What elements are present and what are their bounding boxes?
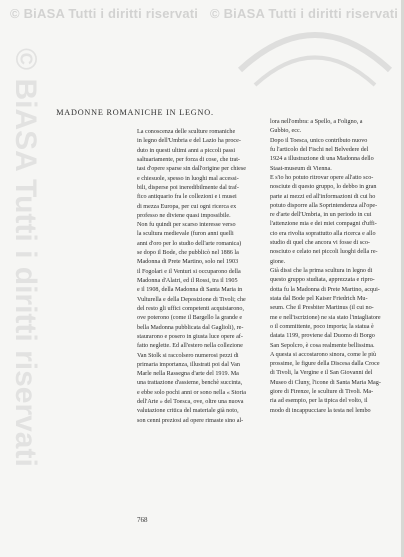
text-line: l'attenzione mia e dei miei compagni d'uffi-: [270, 221, 377, 228]
article-title: MADONNE ROMANICHE IN LEGNO.: [56, 108, 214, 117]
watermark-top-text-repeat: © BiASA Tutti i diritti riservati: [210, 6, 399, 21]
text-line: la scultura medievale (furon anni quelli: [137, 231, 234, 238]
text-line: staurarono e posero in giusta luce opere af-: [137, 333, 243, 340]
text-line: Van Stolk si raccolsero numerosi pezzi di: [137, 352, 239, 359]
text-line: dell'Arte » del Toesca, ove, oltre una nuova: [137, 399, 244, 406]
text-line: E s'io ho potuto ritrovar opere all'atto sco-: [270, 174, 374, 181]
left-text-column: [137, 128, 263, 426]
text-line: o il committente, poco importa; la statua è: [270, 323, 374, 330]
text-line: tasi d'opere sparse sin dall'origine per chiese: [137, 166, 246, 173]
text-line: Vulturella e della Deposizione di Tivoli; che: [137, 296, 246, 303]
text-line: primaria importanza, illustrati poi dal Van: [137, 361, 240, 368]
text-line: Madonna di Prete Martino, solo nel 1903: [137, 259, 239, 266]
text-line: modo di incappucciare la testa nel lembo: [270, 407, 371, 414]
text-line: potuto disporre alla Soprintendenza all'ope-: [270, 202, 378, 209]
watermark-top: [10, 6, 399, 21]
text-line: A questa si accostarono sinora, come le più: [270, 351, 377, 358]
text-line: lora nell'ombra: a Spello, a Foligno, a: [270, 119, 363, 125]
watermark-top-text: © BiASA Tutti i diritti riservati: [10, 6, 199, 21]
text-line: parte ai mezzi ed all'informazioni di cui ho: [270, 193, 376, 200]
text-line: gione.: [270, 258, 286, 265]
text-line: prossime, le figure della Discesa dalla Croce: [270, 361, 380, 368]
text-line: nosciuto e celato nei piccoli luoghi della re-: [270, 249, 378, 256]
text-line: e il 1908, della Madonna di Santa Maria in: [137, 287, 243, 294]
text-line: professo ne diviene quasi impossibile.: [137, 212, 231, 219]
text-line: ria ad esempio, per la tipica del volto, il: [270, 398, 368, 405]
text-line: anni d'oro per lo studio dell'arte romanica): [137, 240, 242, 247]
text-line: giore di Firenze, le sculture di Tivoli. Ma-: [270, 389, 374, 396]
text-line: Gubbio, ecc.: [270, 128, 302, 135]
text-line: valutazione critica del materiale già noto,: [137, 408, 239, 415]
text-line: Staat-museum di Vienna.: [270, 165, 332, 172]
text-line: fico antiquario fra le collezioni e i musei: [137, 194, 237, 201]
text-line: di Tivoli, la Vergine e il San Giovanni del: [270, 370, 373, 377]
text-line: di mezza Europa, per cui ogni ricerca ex: [137, 203, 237, 210]
text-line: una trattazione d'assieme, benchè succinta,: [137, 380, 243, 387]
text-line: datata 1199, proviene dal Duomo di Borgo: [270, 333, 375, 340]
watermark-left-text: © BiASA Tutti i diritti riservati: [9, 48, 42, 467]
text-line: bella Madonna pubblicata dal Gaglioli), re-: [137, 324, 244, 331]
text-line: e ebbe solo pochi anni or sono nella « Storia: [137, 389, 246, 396]
text-line: 1924 a illustrazione di una Madonna dello: [270, 156, 374, 163]
text-line: del resto gli uffici competenti acquistarono,: [137, 305, 244, 312]
text-line: fatto neglette. Ed all'estero nella collezione: [137, 343, 243, 350]
text-line: in legno dell'Umbria e del Lazio ha proce-: [137, 138, 241, 145]
text-line: questo gruppo studiata, apprezzata e ripro-: [270, 277, 375, 284]
text-line: studio di quel che ancora vi fosse di sco-: [270, 240, 370, 247]
text-line: Madonna d'Alatri, ed il Rossi, tra il 1905: [137, 278, 238, 284]
right-text-column: [270, 118, 400, 416]
text-line: Non fu quindi per scarso interesse verso: [137, 222, 236, 229]
text-line: seum. Che il Presbiter Martinus (il cui no-: [270, 305, 374, 312]
text-line: son cenni preziosi ad opere rimaste sino al-: [137, 417, 244, 424]
text-line: San Sepolcro, è cosa realmente bellissima.: [270, 342, 375, 349]
text-line: re d'arte dell'Umbria, in un periodo in cui: [270, 212, 372, 219]
text-line: saltuariamente, per forza di cose, che trat-: [137, 156, 240, 163]
text-line: dotta fu la Madonna di Prete Martino, acqui-: [270, 286, 380, 293]
text-line: e chiesuole, spesso in luoghi mal accessi-: [137, 175, 239, 182]
text-line: me e nell'iscrizione) ne sia stato l'intagliatore: [270, 314, 381, 321]
text-line: La conoscenza delle sculture romaniche: [137, 129, 236, 135]
text-line: il Fogolari e il Venturi si occuparono della: [137, 268, 241, 275]
text-line: stata dal Bode pel Kaiser Friedrich Mu-: [270, 295, 368, 302]
text-line: Museo di Cluny, l'icone di Santa Maria Mag-: [270, 379, 381, 386]
text-line: fu l'articolo del Fischi nel Belvedere del: [270, 146, 369, 153]
text-line: ove poterono (come il Bargello la grande e: [137, 315, 243, 322]
text-line: bili, disperse poi ineredibilmente dal traf-: [137, 184, 239, 191]
page-number: 768: [137, 516, 148, 524]
text-line: nosciute di questo gruppo, lo debbo in gran: [270, 184, 377, 191]
text-line: Già dissi che la prima scultura in legno di: [270, 268, 373, 274]
text-line: duto in questi ultimi anni a piccoli passi: [137, 147, 236, 154]
text-line: cio era rivolta soprattutto alla ricerca e allo: [270, 230, 376, 237]
text-line: Dopo il Toesca, unico contributo nuovo: [270, 137, 368, 144]
text-line: se dopo il Bode, che pubblicò nel 1886 la: [137, 250, 239, 257]
text-line: Marle nella Rassegna d'arte del 1919. Ma: [137, 371, 239, 378]
